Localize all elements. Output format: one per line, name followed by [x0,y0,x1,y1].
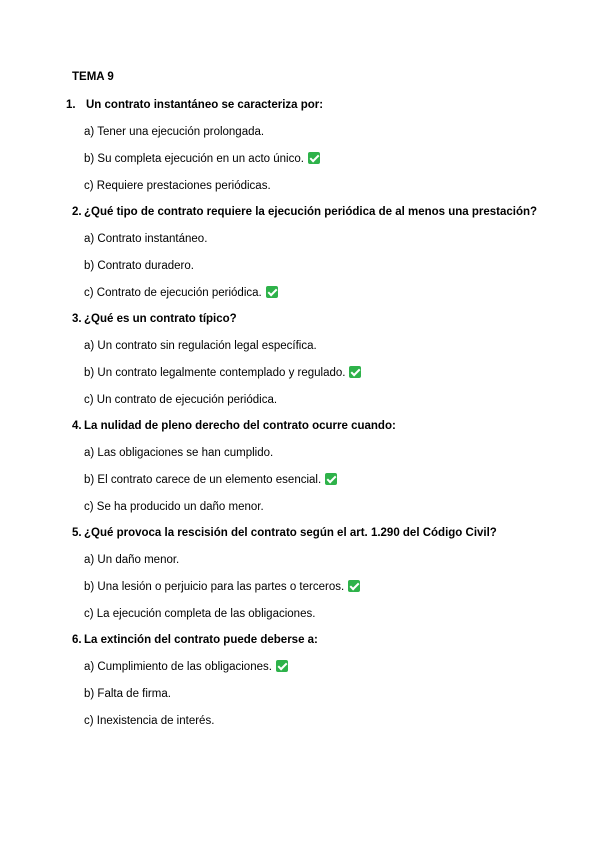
green-checkmark-icon [308,152,320,164]
option-text: b) Un contrato legalmente contemplado y regulado. [84,367,346,379]
document-title: TEMA 9 [72,71,114,83]
question-1 [66,98,323,112]
answer-option-correct [84,580,360,594]
option-text: c) Un contrato de ejecución periódica. [84,394,278,406]
green-checkmark-icon [325,473,337,485]
answer-option [84,232,207,246]
option-text: a) Cumplimiento de las obligaciones. [84,661,272,673]
option-text: b) Una lesión o perjuicio para las partes o terceros. [84,581,345,593]
question-text: Un contrato instantáneo se caracteriza por: [86,99,324,111]
answer-option-correct [84,660,288,674]
option-text: b) Falta de firma. [84,688,171,700]
question-text: ¿Qué tipo de contrato requiere la ejecución periódica de al menos una prestación? [84,206,538,218]
question-2 [72,205,537,219]
option-text: a) Tener una ejecución prolongada. [84,126,265,138]
question-number: 4. [72,420,82,432]
option-text: b) El contrato carece de un elemento esencial. [84,474,322,486]
question-number: 5. [72,527,82,539]
option-text: b) Su completa ejecución en un acto único. [84,153,304,165]
answer-option [84,714,214,728]
option-text: b) Contrato duradero. [84,260,194,272]
question-4 [72,419,396,433]
answer-option [84,393,277,407]
green-checkmark-icon [349,366,361,378]
answer-option [84,500,264,514]
option-text: a) Las obligaciones se han cumplido. [84,447,274,459]
question-text: ¿Qué provoca la rescisión del contrato según el art. 1.290 del Código Civil? [84,527,497,539]
answer-option [84,179,271,193]
option-text: a) Contrato instantáneo. [84,233,208,245]
question-text: La extinción del contrato puede deberse a: [84,634,318,646]
answer-option [84,339,317,353]
answer-option-correct [84,473,337,487]
option-text: c) Inexistencia de interés. [84,715,215,727]
answer-option [84,553,179,567]
question-number: 2. [72,206,82,218]
green-checkmark-icon [348,580,360,592]
option-text: c) Contrato de ejecución periódica. [84,287,262,299]
option-text: c) La ejecución completa de las obligaciones. [84,608,316,620]
option-text: c) Requiere prestaciones periódicas. [84,180,271,192]
question-number: 3. [72,313,82,325]
answer-option [84,687,171,701]
option-text: a) Un contrato sin regulación legal específica. [84,340,317,352]
green-checkmark-icon [276,660,288,672]
question-3 [72,312,237,326]
option-text: a) Un daño menor. [84,554,180,566]
answer-option [84,259,194,273]
answer-option [84,607,315,621]
question-6 [72,633,318,647]
option-text: c) Se ha producido un daño menor. [84,501,264,513]
question-text: La nulidad de pleno derecho del contrato ocurre cuando: [84,420,396,432]
answer-option-correct [84,152,320,166]
answer-option-correct [84,286,278,300]
answer-option [84,446,273,460]
question-number: 6. [72,634,82,646]
answer-option [84,125,264,139]
answer-option-correct [84,366,361,380]
question-text: ¿Qué es un contrato típico? [84,313,237,325]
question-5 [72,526,497,540]
green-checkmark-icon [266,286,278,298]
question-number: 1. [66,99,76,111]
